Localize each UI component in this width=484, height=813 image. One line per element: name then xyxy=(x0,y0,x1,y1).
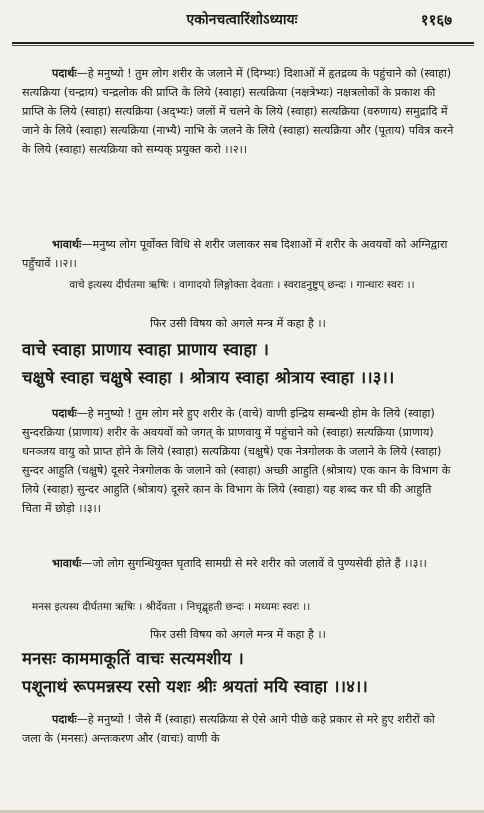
padarth-label: पदार्थः xyxy=(52,67,77,80)
mantra-line-1a xyxy=(22,336,454,364)
rishi-devata-line-1 xyxy=(40,276,444,295)
rishi-text: मनस इत्यस्य दीर्घतमा ऋषिः । श्रीर्देवता । निचृद्बृहती छन्दः । मध्यमः स्वरः ।। xyxy=(32,601,311,613)
mantra-text: चक्षुषे स्वाहा चक्षुषे स्वाहा । श्रोत्राय स्वाहा श्रोत्राय स्वाहा ।।३।। xyxy=(22,368,395,387)
intro-line-2 xyxy=(22,625,454,644)
rishi-text: वाचे इत्यस्य दीर्घतमा ऋषिः । वागादयो लिङ्गोक्ता देवताः । स्वराडनुष्टुप् छन्दः । गान्धारः स्वरः ।। xyxy=(69,279,415,291)
bhavarth-text: —मनुष्य लोग पूर्वोक्त विधि से शरीर जलाकर सब दिशाओं में शरीर के अवयवों को अग्निद्वारा पहुँचावें ।।२।। xyxy=(22,238,448,270)
mantra-line-2a xyxy=(22,645,454,673)
page-header xyxy=(10,10,474,36)
intro-line-1 xyxy=(22,314,454,333)
padarth-text: —हे मनुष्यो ! तुम लोग शरीर के जलाने में (दिग्भ्यः) दिशाओं में हृतद्रव्य के पहुंचाने को (स्वाहा) सत्यक्रिया (चन्द्राय) चन्द्रलोक की प्राप्ति के लिये (स्वाहा) सत्यक्रिया (नक्षत्रेभ्यः) नक्षत्रलोकों के प्रकाश की प्राप्ति के लिये (स्वाहा) सत्यक्रिया (अद्भ्यः) जलों में चलने के लिये (स्वाहा) सत्यक्रिया (वरुणाय) समुद्रादि में जाने के लिये (स्वाहा) सत्यक्रिया (नाभ्यै) नाभि के जलने के लिये (स्वाहा) सत्यक्रिया और (पूताय) पवित्र करने के लिये (स्वाहा) सत्यक्रिया को सम्यक् प्रयुक्त करो ।।२।। xyxy=(22,67,454,156)
padarth-paragraph-3 xyxy=(22,710,454,748)
mantra-text: वाचे स्वाहा प्राणाय स्वाहा प्राणाय स्वाहा । xyxy=(22,340,270,359)
bhavarth-label: भावार्थः xyxy=(52,238,82,251)
rishi-devata-line-2 xyxy=(32,598,454,617)
intro-text: फिर उसी विषय को अगले मन्त्र में कहा है ।। xyxy=(150,628,326,641)
padarth-paragraph-1 xyxy=(22,64,454,159)
bhavarth-paragraph-1 xyxy=(22,235,454,273)
padarth-text: —हे मनुष्यो ! तुम लोग मरे हुए शरीर के (वाचे) वाणी इन्द्रिय सम्बन्धी होम के लिये (स्वाहा) सुन्दरक्रिया (प्राणाय) शरीर के अवयवों को जगत् के प्राणवायु में पहुंचाने को (स्वाहा) सत्यक्रिया (प्राणाय) धनञ्जय वायु को प्राप्त होने के लिये (स्वाहा) सत्यक्रिया (चक्षुषे) एक नेत्रगोलक के जलाने के लिये (स्वाहा) सुन्दर आहुति (चक्षुषे) दूसरे नेत्रगोलक के जलाने को (स्वाहा) अच्छी आहुति (श्रोत्राय) एक कान के विभाग के लिये (स्वाहा) सुन्दर आहुति (श्रोत्राय) दूसरे कान के विभाग के लिये (स्वाहा) यह शब्द कर घी की आहुति चिता में छोड़ो ।।३।। xyxy=(22,407,451,515)
padarth-label: पदार्थः xyxy=(52,407,77,420)
bhavarth-text: —जो लोग सुगन्धियुक्त घृतादि सामग्री से मरे शरीर को जलावें वे पुण्यसेवी होते हैं ।।३।। xyxy=(81,557,427,570)
mantra-line-1b xyxy=(22,364,454,392)
padarth-paragraph-2 xyxy=(22,404,454,518)
chapter-title: एकोनचत्वारिंशोऽध्यायः xyxy=(186,12,298,28)
mantra-text: मनसः काममाकूतिं वाचः सत्यमशीय । xyxy=(22,649,244,668)
header-rule xyxy=(12,42,474,44)
bhavarth-paragraph-2 xyxy=(22,554,454,573)
header-rule-thin xyxy=(12,45,474,46)
bhavarth-label: भावार्थः xyxy=(52,557,82,570)
intro-text: फिर उसी विषय को अगले मन्त्र में कहा है ।। xyxy=(150,317,326,330)
padarth-text: —हे मनुष्यो ! जैसे मैं (स्वाहा) सत्यक्रिया से ऐसे आगे पीछे कहे प्रकार से मरे हुए शरीरों को जला के (मनसः) अन्तःकरण और (वाचः) वाणी के xyxy=(22,713,435,745)
page-number: ११६७ xyxy=(420,11,452,29)
mantra-text: पशूनाथं रूपमन्नस्य रसो यशः श्रीः श्रयतां मयि स्वाहा ।।४।। xyxy=(22,677,368,696)
mantra-line-2b xyxy=(22,673,454,701)
padarth-label: पदार्थः xyxy=(52,713,77,726)
